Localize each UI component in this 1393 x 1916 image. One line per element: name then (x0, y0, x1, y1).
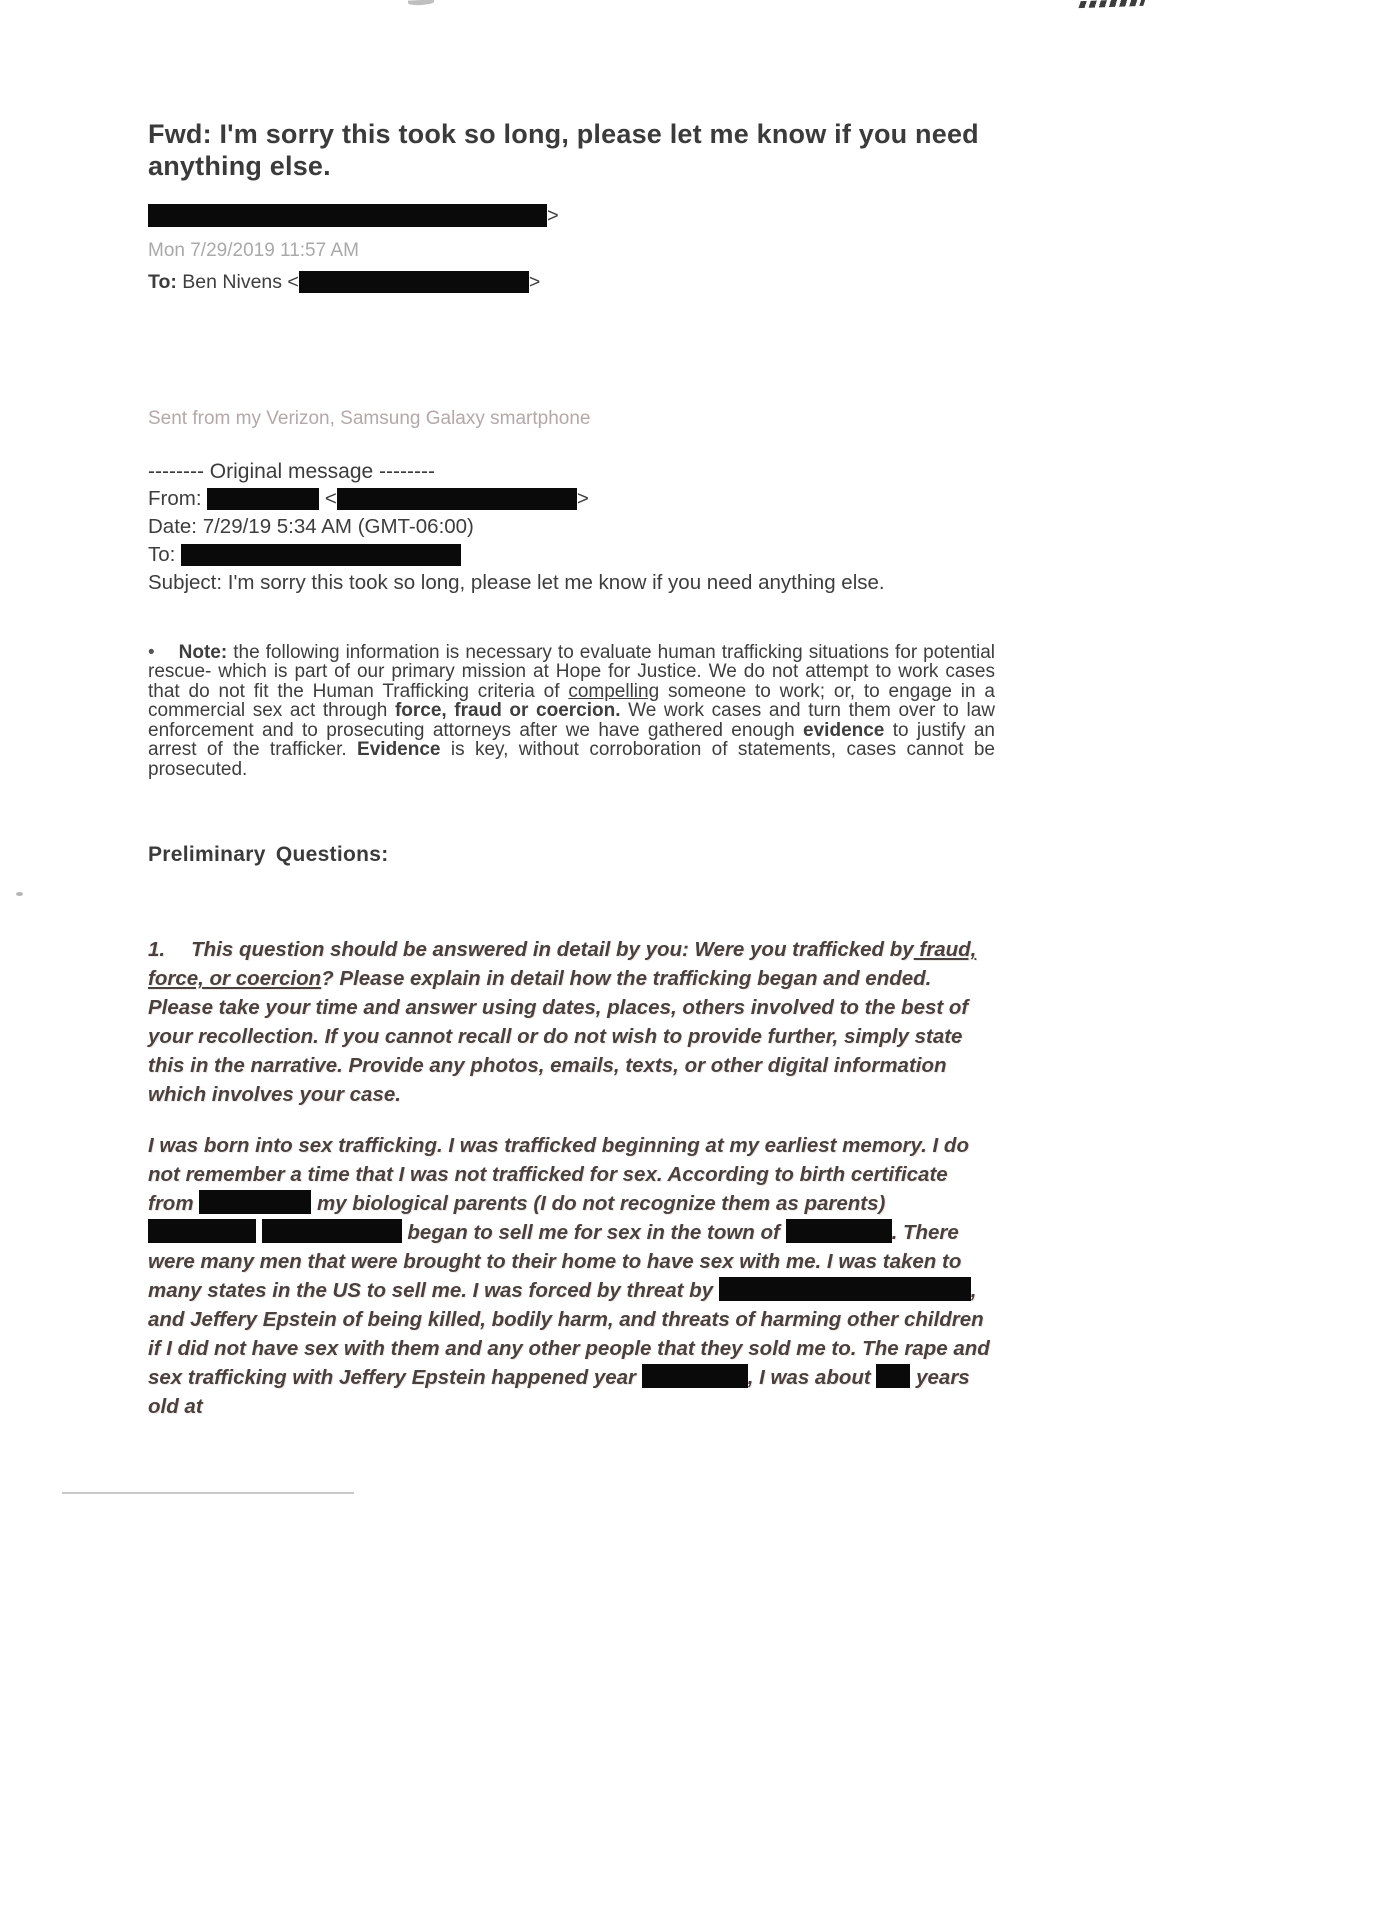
text-segment: to justify an arrest of the trafficker. (148, 719, 995, 761)
text-segment: > (576, 486, 589, 510)
original-message-divider: -------- Original message -------- (148, 459, 435, 483)
redaction-bar (181, 544, 461, 566)
redaction-bar (207, 488, 319, 510)
text-segment: . There were many men that were brought to their home to have sex with me. I was taken to many states in the US to sell me. I was forced by threat by (148, 1221, 962, 1303)
text-segment: To: (148, 270, 177, 293)
text-segment: Note: (178, 641, 228, 663)
question-number: 1. (148, 938, 166, 962)
redaction-bar (148, 1219, 256, 1243)
text-segment: < (319, 486, 337, 510)
text-segment: years old at (148, 1366, 970, 1419)
redaction-bar (876, 1364, 910, 1388)
redaction-bar (642, 1364, 748, 1388)
scan-smudge-artifact (408, 0, 434, 6)
text-segment: fraud, force, or coercion (148, 938, 977, 991)
redaction-bar (719, 1277, 971, 1301)
text-segment: ? Please explain in detail how the trafficking began and ended. Please take your time and answer using dates, places, others involved to the best of your recollection. If you cannot recall or do not wish to provide further, simply state this in the narrative. Provide any photos, emails, texts, or other digital information which involves your case. (148, 967, 969, 1107)
note-text (148, 642, 995, 780)
scan-dot-artifact (16, 892, 23, 896)
text-segment: began to sell me for sex in the town of (401, 1221, 786, 1245)
note-paragraph (148, 643, 995, 780)
to-recipient-line (148, 269, 995, 295)
sender-line (148, 203, 995, 229)
text-segment: To: (148, 542, 182, 566)
original-date-line: Date: 7/29/19 5:34 AM (GMT-06:00) (148, 514, 474, 538)
redaction-bar (337, 488, 577, 510)
scan-dashes-artifact (1078, 0, 1145, 8)
preliminary-questions-heading: Preliminary Questions: (148, 843, 389, 867)
text-segment: Evidence (357, 739, 441, 761)
sent-date-text: Mon 7/29/2019 11:57 AM (148, 239, 359, 261)
original-to-line (148, 541, 995, 569)
text-segment: evidence (803, 719, 885, 741)
text-segment: > (528, 270, 541, 293)
original-subject-line: Subject: I'm sorry this took so long, please let me know if you need anything else. (148, 570, 885, 594)
text-segment: force, fraud or coercion. (394, 700, 621, 722)
text-segment: Ben Nivens < (176, 270, 299, 293)
answer-paragraph (148, 1131, 995, 1421)
text-segment: We work cases and turn them over to law enforcement and to prosecuting attorneys after we have gathered enough (148, 700, 996, 741)
redaction-bar (148, 204, 547, 227)
email-subject-header: Fwd: I'm sorry this took so long, please let me know if you need anything else. (148, 119, 979, 182)
text-segment: From: (148, 486, 208, 510)
question-1-paragraph (148, 935, 995, 1109)
text-segment: , and Jeffery Epstein of being killed, bodily harm, and threats of harming other children if I did not have sex with them and any other people that they sold me to. The rape and sex trafficking with Jeffery Epstein happened year (148, 1279, 990, 1390)
redaction-bar (199, 1190, 311, 1214)
scan-line-artifact (62, 1492, 354, 1494)
redaction-bar (299, 271, 529, 293)
mobile-signature-text: Sent from my Verizon, Samsung Galaxy smartphone (148, 407, 591, 429)
text-segment: the following information is necessary to evaluate human trafficking situations for potential rescue- which is part of our primary mission at Hope for Justice. We do not attempt to work cases that do not fit the Human Trafficking criteria of (148, 641, 995, 702)
text-segment: is key, without corroboration of statements, cases cannot be prosecuted. (148, 739, 995, 780)
redaction-bar (786, 1219, 892, 1243)
redaction-bar (262, 1219, 402, 1243)
text-segment: > (547, 204, 559, 227)
text-segment: someone to work; or, to engage in a commercial sex act through (148, 680, 995, 722)
text-segment: This question should be answered in detail by you: Were you trafficked by (191, 938, 914, 962)
original-from-line (148, 485, 995, 513)
text-segment: , I was about (747, 1366, 877, 1390)
email-content (0, 118, 1393, 1421)
bullet-glyph: • (148, 641, 155, 663)
question-1-text (148, 938, 976, 1106)
text-segment: my biological parents (I do not recognize them as parents) (311, 1192, 886, 1216)
text-segment: I was born into sex trafficking. I was trafficked beginning at my earliest memory. I do not remember a time that I was not trafficked for sex. According to birth certificate from (148, 1134, 969, 1216)
text-segment: compelling (568, 680, 660, 702)
